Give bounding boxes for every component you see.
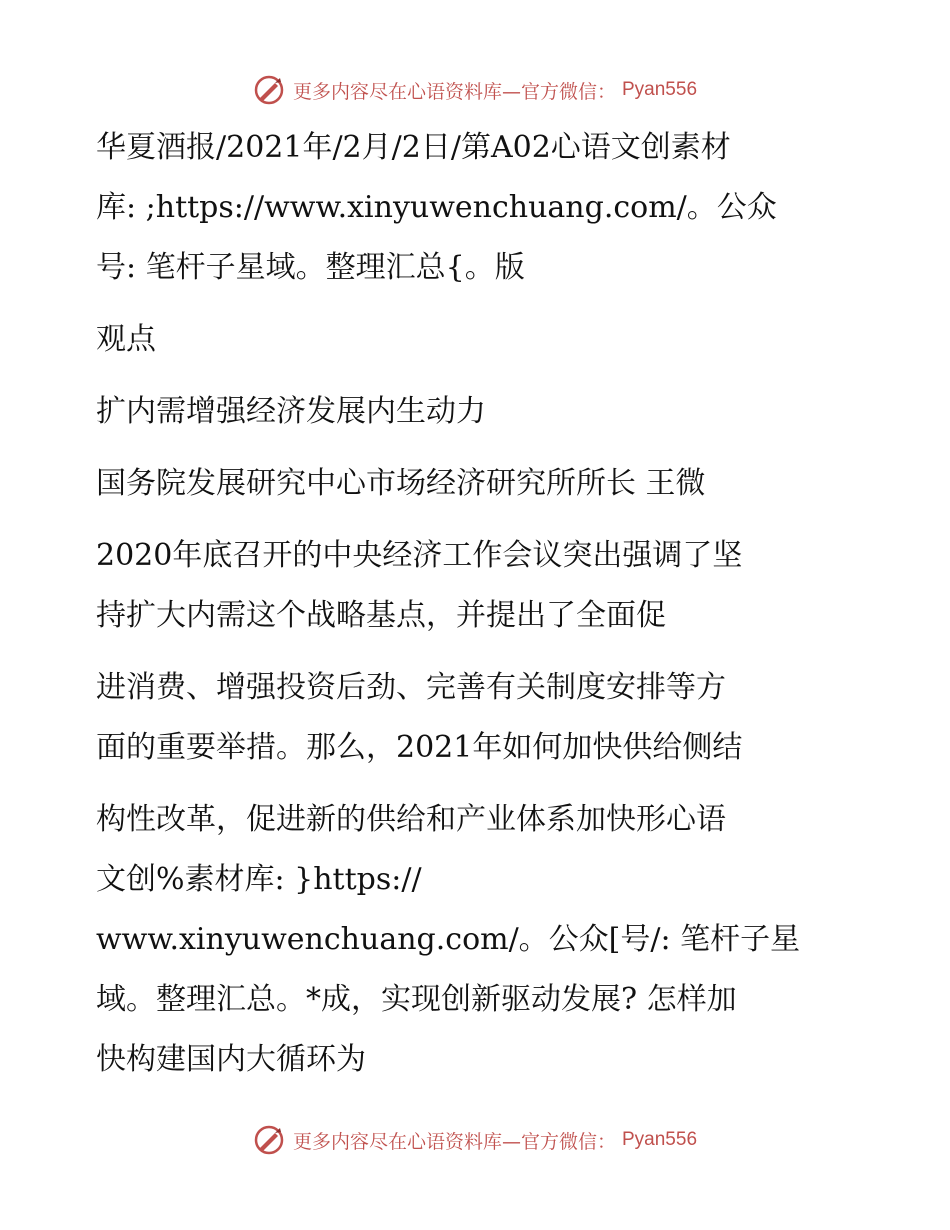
paragraph-2-line-2: 面的重要举措。那么，2021年如何加快供给侧结 xyxy=(96,730,743,765)
wechat-handle[interactable]: Pyan556 xyxy=(622,79,698,100)
top-banner xyxy=(0,68,950,112)
paragraph-3-line-3: www.xinyuwenchuang.com/。公众[号/: 笔杆子星 xyxy=(96,922,801,957)
paragraph-1-line-1: 2020年底召开的中央经济工作会议突出强调了坚 xyxy=(96,538,743,573)
header-line-1: 华夏酒报/2021年/2月/2日/第A02心语文创素材 xyxy=(96,130,731,165)
paragraph-3-line-5: 快构建国内大循环为 xyxy=(96,1042,366,1077)
document-body xyxy=(96,118,856,1090)
paragraph-3-line-1: 构性改革，促进新的供给和产业体系加快形心语 xyxy=(96,802,726,837)
section-label: 观点 xyxy=(96,322,156,357)
pen-in-circle-icon xyxy=(253,1124,285,1156)
paragraph-3-line-4: 域。整理汇总。*成，实现创新驱动发展? 怎样加 xyxy=(96,982,737,1017)
header-line-3: 号: 笔杆子星域。整理汇总{。版 xyxy=(96,250,525,285)
paragraph-1-line-2: 持扩大内需这个战略基点，并提出了全面促 xyxy=(96,598,666,633)
bottom-banner xyxy=(0,1118,950,1162)
banner-text: 更多内容尽在心语资料库—官方微信： xyxy=(292,1130,616,1153)
paragraph-2-line-1: 进消费、增强投资后劲、完善有关制度安排等方 xyxy=(96,670,726,705)
wechat-handle[interactable]: Pyan556 xyxy=(622,1129,698,1150)
pen-in-circle-icon xyxy=(253,74,285,106)
banner-text: 更多内容尽在心语资料库—官方微信： xyxy=(292,80,616,103)
article-title: 扩内需增强经济发展内生动力 xyxy=(96,394,486,429)
paragraph-3-line-2: 文创%素材库: }https:// xyxy=(96,862,422,897)
article-author: 国务院发展研究中心市场经济研究所所长 王微 xyxy=(96,466,706,501)
header-line-2: 库: ;https://www.xinyuwenchuang.com/。公众 xyxy=(96,190,777,225)
